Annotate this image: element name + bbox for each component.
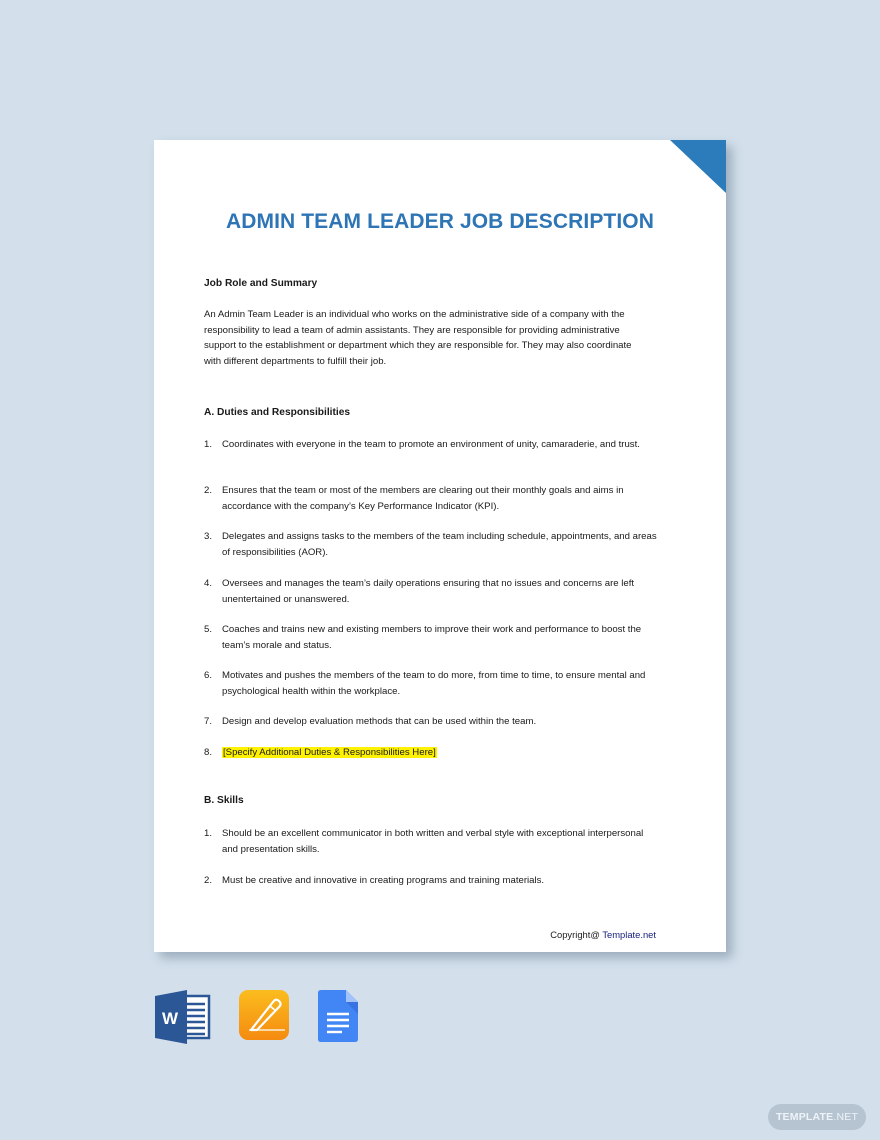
item-text: Oversees and manages the team’s daily operations ensuring that no issues and concerns are left unentertained or unanswered. <box>222 578 635 605</box>
template-net-watermark <box>768 1104 866 1130</box>
item-text: Should be an excellent communicator in both written and verbal style with exceptional interpersonal and presentation skills. <box>222 828 644 855</box>
item-number: 4. <box>204 578 213 589</box>
copyright-prefix: Copyright@ <box>550 929 603 940</box>
skill-item <box>204 826 658 857</box>
watermark-bold: TEMPLATE <box>775 1111 834 1123</box>
duties-heading: A. Duties and Responsibilities <box>204 407 351 418</box>
item-text: Design and develop evaluation methods that can be used within the team. <box>222 716 537 727</box>
summary-line: responsibility to lead a team of admin assistants. They are responsible for providing administrative <box>204 324 620 336</box>
skills-heading: B. Skills <box>204 795 244 806</box>
copyright <box>550 929 656 940</box>
svg-text:W: W <box>161 1009 179 1028</box>
document-title: ADMIN TEAM LEADER JOB DESCRIPTION <box>226 210 654 233</box>
item-number: 7. <box>204 716 213 727</box>
summary-line: with different departments to fulfill their job. <box>204 355 387 367</box>
item-number: 5. <box>204 624 213 635</box>
duty-item <box>204 483 658 514</box>
item-number: 3. <box>204 531 213 542</box>
copyright-link[interactable]: Template.net <box>602 929 656 940</box>
skill-item <box>204 873 658 889</box>
item-text: Coordinates with everyone in the team to promote an environment of unity, camaraderie, and trust. <box>222 439 640 450</box>
microsoft-word-icon[interactable] <box>155 990 211 1044</box>
item-text: Ensures that the team or most of the members are clearing out their monthly goals and aims in accordance with the company’s Key Performance Indicator (KPI). <box>222 485 624 512</box>
duty-item-placeholder <box>204 745 658 761</box>
watermark-thin: .NET <box>833 1111 859 1123</box>
item-number: 1. <box>204 439 213 450</box>
item-number: 1. <box>204 828 213 839</box>
summary-paragraph <box>204 307 658 369</box>
google-docs-icon[interactable] <box>318 990 358 1042</box>
item-number: 8. <box>204 747 213 758</box>
highlighted-placeholder-text[interactable]: [Specify Additional Duties & Responsibilities Here] <box>223 747 436 758</box>
item-number: 2. <box>204 875 213 886</box>
summary-heading: Job Role and Summary <box>204 278 318 289</box>
item-text: Delegates and assigns tasks to the members of the team including schedule, appointments, and areas of responsibilities (AOR). <box>222 531 657 558</box>
duty-item <box>204 668 658 699</box>
document-page <box>154 140 726 952</box>
duty-item <box>204 576 658 607</box>
duty-item <box>204 622 658 653</box>
summary-line: support to the establishment or department which they are responsible for. They may also coordinate <box>204 340 632 352</box>
item-text: Coaches and trains new and existing members to improve their work and performance to boost the team’s morale and status. <box>222 624 642 651</box>
item-text: Must be creative and innovative in creating programs and training materials. <box>222 875 545 886</box>
summary-line: An Admin Team Leader is an individual who works on the administrative side of a company with the <box>204 309 625 320</box>
item-number: 2. <box>204 485 213 496</box>
apple-pages-icon[interactable] <box>239 990 289 1042</box>
corner-accent <box>670 140 726 193</box>
item-text: Motivates and pushes the members of the team to do more, from time to time, to ensure mental and psychological health within the workplace. <box>222 670 646 697</box>
duty-item <box>204 529 658 560</box>
duty-item <box>204 714 658 730</box>
duty-item <box>204 437 658 453</box>
item-number: 6. <box>204 670 213 681</box>
